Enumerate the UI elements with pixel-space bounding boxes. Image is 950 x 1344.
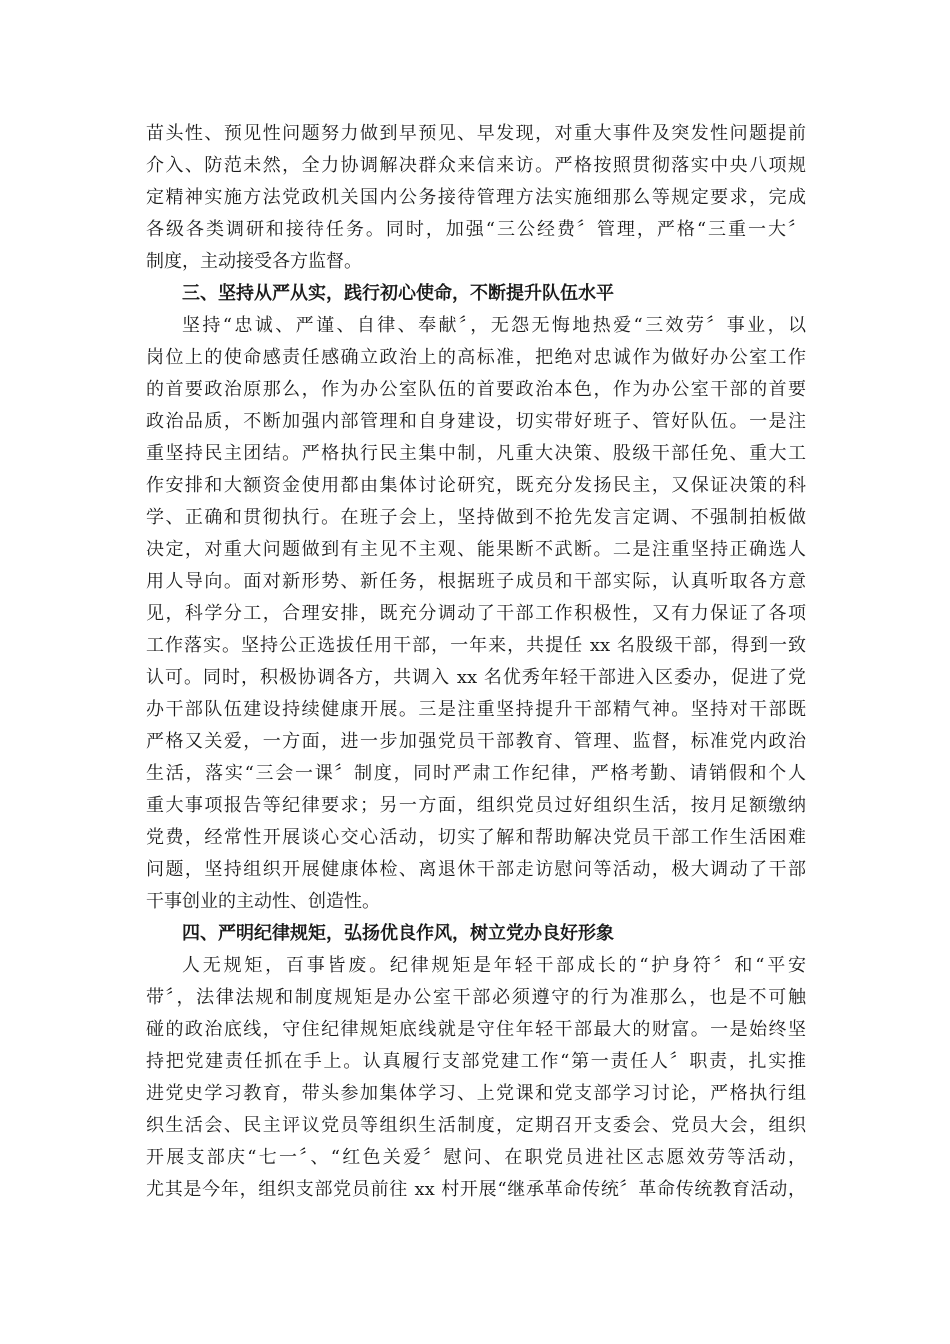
- section-heading-3: 三、坚持从严从实，践行初心使命，不断提升队伍水平: [182, 283, 614, 304]
- text-line: 的首要政治原那么，作为办公室队伍的首要政治本色，作为办公室干部的首要: [146, 379, 806, 400]
- paragraph-3: [146, 950, 806, 1206]
- text-line: 用人导向。面对新形势、新任务，根据班子成员和干部实际，认真听取各方意: [146, 571, 806, 592]
- text-line: 问题，坚持组织开展健康体检、离退休干部走访慰问等活动，极大调动了干部: [146, 859, 806, 880]
- text-line: 党费，经常性开展谈心交心活动，切实了解和帮助解决党员干部工作生活困难: [146, 827, 806, 848]
- text-line: 带〞，法律法规和制度规矩是办公室干部必须遵守的行为准那么，也是不可触: [146, 987, 806, 1008]
- text-line: 作安排和大额资金使用都由集体讨论研究，既充分发扬民主，又保证决策的科: [146, 475, 806, 496]
- text-line: 岗位上的使命感责任感确立政治上的高标准，把绝对忠诚作为做好办公室工作: [146, 347, 806, 368]
- text-line: 织生活会、民主评议党员等组织生活制度，定期召开支委会、党员大会，组织: [146, 1115, 806, 1136]
- text-line: 碰的政治底线，守住纪律规矩底线就是守住年轻干部最大的财富。一是始终坚: [146, 1019, 806, 1040]
- text-line: 认可。同时，积极协调各方，共调入 xx 名优秀年轻干部进入区委办，促进了党: [146, 667, 806, 688]
- text-line: 学、正确和贯彻执行。在班子会上，坚持做到不抢先发言定调、不强制拍板做: [146, 507, 806, 528]
- text-line: 见，科学分工，合理安排，既充分调动了干部工作积极性，又有力保证了各项: [146, 603, 806, 624]
- text-line: 制度，主动接受各方监督。: [146, 251, 362, 272]
- text-line: 尤其是今年，组织支部党员前往 xx 村开展“继承革命传统〞革命传统教育活动，: [146, 1179, 806, 1200]
- text-line: 介入、防范未然，全力协调解决群众来信来访。严格按照贯彻落实中央八项规: [146, 155, 806, 176]
- text-line: 办干部队伍建设持续健康开展。三是注重坚持提升干部精气神。坚持对干部既: [146, 699, 806, 720]
- text-line: 持把党建责任抓在手上。认真履行支部党建工作“第一责任人〞职责，扎实推: [146, 1051, 806, 1072]
- text-line: 坚持“忠诚、严谨、自律、奉献〞，无怨无悔地热爱“三效劳〞事业，以: [182, 315, 806, 336]
- text-line: 苗头性、预见性问题努力做到早预见、早发现，对重大事件及突发性问题提前: [146, 123, 806, 144]
- text-line: 开展支部庆“七一〞、“红色关爱〞慰问、在职党员进社区志愿效劳等活动，: [146, 1147, 806, 1168]
- text-line: 进党史学习教育，带头参加集体学习、上党课和党支部学习讨论，严格执行组: [146, 1083, 806, 1104]
- text-line: 重大事项报告等纪律要求；另一方面，组织党员过好组织生活，按月足额缴纳: [146, 795, 806, 816]
- text-line: 政治品质，不断加强内部管理和自身建设，切实带好班子、管好队伍。一是注: [146, 411, 806, 432]
- text-line: 重坚持民主团结。严格执行民主集中制，凡重大决策、股级干部任免、重大工: [146, 443, 806, 464]
- text-line: 干事创业的主动性、创造性。: [146, 891, 380, 912]
- text-line: 定精神实施方法党政机关国内公务接待管理方法实施细那么等规定要求，完成: [146, 187, 806, 208]
- paragraph-2: [146, 310, 806, 918]
- document-page: [146, 118, 806, 1206]
- text-line: 工作落实。坚持公正选拔任用干部，一年来，共提任 xx 名股级干部，得到一致: [146, 635, 806, 656]
- section-heading-4: 四、严明纪律规矩，弘扬优良作风，树立党办良好形象: [182, 923, 614, 944]
- paragraph-1: [146, 118, 806, 278]
- text-line: 人无规矩，百事皆废。纪律规矩是年轻干部成长的“护身符〞和“平安: [182, 955, 806, 976]
- text-line: 生活，落实“三会一课〞制度，同时严肃工作纪律，严格考勤、请销假和个人: [146, 763, 806, 784]
- text-line: 决定，对重大问题做到有主见不主观、能果断不武断。二是注重坚持正确选人: [146, 539, 806, 560]
- text-line: 严格又关爱，一方面，进一步加强党员干部教育、管理、监督，标准党内政治: [146, 731, 806, 752]
- text-line: 各级各类调研和接待任务。同时，加强“三公经费〞管理，严格“三重一大〞: [146, 219, 806, 240]
